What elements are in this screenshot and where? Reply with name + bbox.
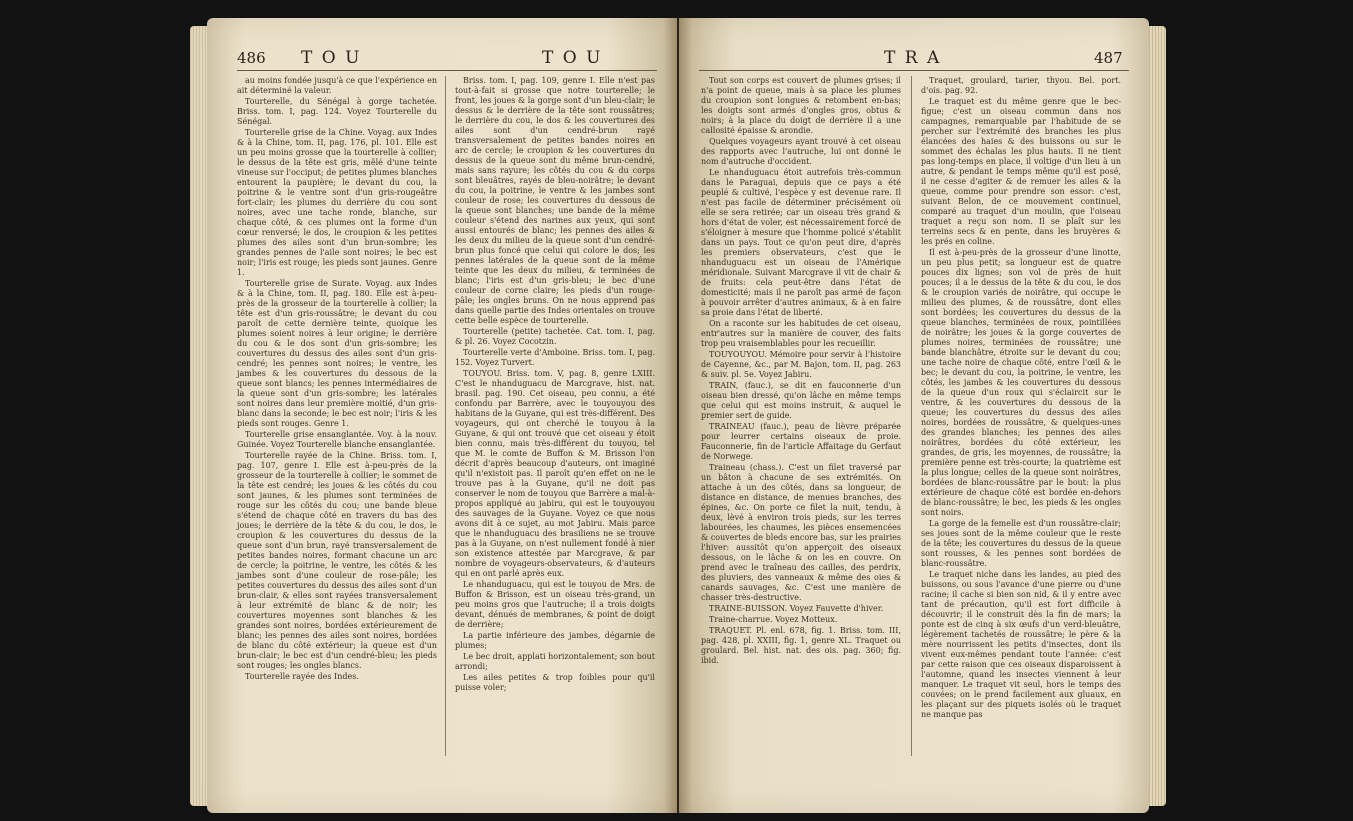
paragraph: TRAIN, (fauc.), se dit en fauconnerie d'un oiseau bien dressé, qu'on lâche en même temps que celui qui est moins instruit, & auquel le premier sert de guide.: [701, 381, 901, 420]
right-column-1: [701, 76, 901, 667]
paragraph: Le traquet niche dans les landes, au pied des buissons, ou sous l'avance d'une pierre ou d'une racine; il cache si bien son nid, & il y entre avec tant de précaution, qu'il est fort difficile à découvrir; il le construit dès la fin de mars; la ponte est de cinq à six œufs d'un verd-bleuâtre, légèrement tachetés de roussâtre; le père & la mère nourrissent les petits d'insectes, dont ils vivent eux-mêmes pendant toute l'année: c'est par cette raison que ces oiseaux disparoissent à l'automne, quand les insectes viennent à leur manquer. Le traquet vit seul, hors le temps des couvées; on le prend facilement aux gluaux, en les plaçant sur des piquets isolés où le traquet ne manque pas: [921, 570, 1121, 719]
paragraph: Traquet, groulard, tarier, thyou. Bel. port. d'ois. pag. 92.: [921, 76, 1121, 95]
paragraph: Quelques voyageurs ayant trouvé à cet oiseau des rapports avec l'autruche, lui ont donné le nom d'autruche d'occident.: [701, 137, 901, 166]
right-page-number-wrap: [1094, 48, 1123, 68]
paragraph: TRAINEAU (fauc.), peau de lièvre préparée pour leurrer certains oiseaux de proie. Fauconnerie, fin de l'article Affaitage du Gerfaut de Norwege.: [701, 422, 901, 461]
paragraph: Tourterelle verte d'Amboine. Briss. tom. I, pag. 152. Voyez Turvert.: [455, 348, 655, 367]
left-page-number: 486: [237, 49, 266, 67]
paragraph: Tout son corps est couvert de plumes grises; il n'a point de queue, mais à sa place les plumes du croupion sont longues & retombent en-bas; les doigts sont armés d'ongles gros, obtus & noirs; à la place du doigt de derrière il a une callosité épaisse & arondie.: [701, 76, 901, 135]
left-running-head: [237, 48, 361, 68]
paragraph: Tourterelle grise de Surate. Voyag. aux Indes & à la Chine, tom. II, pag. 180. Elle est à-peu-près de la grosseur de la tourterelle à collier; la tête est d'un gris-roussâtre; le devant du cou paroît de cette dernière teinte, quoique les plumes soient noires à leur origine; le derrière du cou & le dos sont d'un gris-sombre; les couvertures du dessus des ailes sont d'un gris-cendré; les pennes sont noires; le ventre, les jambes & les couvertures du dessous de la queue sont blancs; les pennes intermédiaires de la queue sont d'un gris-sombre; les latérales sont noires dans leur première moitié, d'un gris-blanc dans la seconde; le bec est noir; l'iris & les pieds sont rouges. Genre 1.: [237, 279, 437, 428]
right-header-center: T R A: [884, 48, 942, 68]
paragraph: On a raconte sur les habitudes de cet oiseau, entr'autres sur la manière de couver, des faits trop peu vraisemblables pour les recueillir.: [701, 319, 901, 348]
right-page: [679, 18, 1149, 813]
paragraph: TRAINE-BUISSON. Voyez Fauvette d'hiver.: [709, 604, 884, 613]
column-divider: [445, 76, 446, 756]
paragraph: Tourterelle (petite) tachetée. Cat. tom. I, pag. & pl. 26. Voyez Cocotzin.: [455, 327, 655, 346]
left-page: [207, 18, 677, 813]
paragraph: TOUYOUYOU. Mémoire pour servir à l'histoire de Cayenne, &c., par M. Bajon, tom. II, pag. 263 & suiv. pl. 5e. Voyez Jabiru.: [701, 350, 901, 379]
left-column-1: [237, 76, 437, 683]
paragraph: Les ailes petites & trop foibles pour qu'il puisse voler;: [455, 673, 655, 692]
paragraph: Le traquet est du même genre que le bec-figue; c'est un oiseau commun dans nos campagnes, remarquable par l'habitude de se percher sur l'extrémité des branches les plus élancées des haies & des buissons ou sur le sommet des échalas les plus hauts. Il ne tient pas long-temps en place, il voltige d'un lieu à un autre, & pendant le temps même qu'il est posé, il ne cesse d'agiter & de remuer les ailes & la queue, comme pour prendre son essor: c'est, suivant Belon, de ce mouvement continuel, comparé au traquet d'un moulin, que l'oiseau traquet a reçu son nom. Il se plaît sur les terreins secs & en pente, dans les bruyères & les prés en coline.: [921, 97, 1121, 246]
open-book: [2, 8, 1351, 818]
left-column-2: [455, 76, 655, 694]
paragraph: Tourterelle rayée de la Chine. Briss. tom. I, pag. 107, genre I. Elle est à-peu-près de la grosseur de la tourterelle à collier; le sommet de la tête est cendré; les joues & les côtés du cou sont jaunes, & les plumes sont terminées de rouge sur les côtés du cou; une bande bleue s'étend de chaque côté en travers du bas des joues; le derrière de la tête & du cou, le dos, le croupion & les couvertures du dessus de la queue sont d'un brun, rayé transversalement de petites bandes noires, formant chacune un arc de cercle; la poitrine, le ventre, les côtés & les jambes sont d'une couleur de rose-pâle; les petites couvertures du dessus des ailes sont d'un brun-clair, & elles sont rayées transversalement à leur extrémité de blanc & de noir; les couvertures moyennes sont blanches & les grandes sont noires, bordées extérieurement de blanc; les pennes des ailes sont noires, bordées de blanc du côté extérieur; la queue est d'un brun-clair; le bec est d'un cendré-bleu; les pieds sont rouges; les ongles blancs.: [237, 451, 437, 670]
paragraph: Tourterelle rayée des Indes.: [245, 672, 359, 681]
left-header-center: T O U: [542, 48, 603, 68]
right-column-2: [921, 76, 1121, 721]
paragraph: Briss. tom. I, pag. 109, genre I. Elle n'est pas tout-à-fait si grosse que notre tourterelle; le front, les joues & la gorge sont d'un bleu-clair; le dessus & le derrière de la tête sont roussâtres; le derrière du cou, le dos & les couvertures des ailes sont d'un cendré-brun rayé transversalement de petites bandes noires en arc de cercle; le croupion & les couvertures du dessus de la queue sont du même brun-cendré, mais sans rayure; les côtés du cou & du corps sont bleuâtres, rayés de bleu-noirâtre; le devant du cou, la poitrine, le ventre & les jambes sont couleur de rose; les couvertures du dessous de la queue sont blanches; une bande de la même couleur s'étend des narines aux yeux, qui sont aussi entourés de blanc; les pennes des ailes & les deux du milieu de la queue sont d'un cendré-brun plus foncé que celui qui colore le dos; les pennes latérales de la queue sont de la même teinte que les deux du milieu, & terminées de blanc; l'iris est d'un gris-bleu; le bec d'une couleur de corne claire; les pieds d'un rouge-pâle; les ongles bruns. On ne nous apprend pas dans quelle partie des Indes orientales on trouve cette belle espèce de tourterelle.: [455, 76, 655, 325]
paragraph: TOUYOU. Briss. tom. V, pag. 8, genre LXIII. C'est le nhanduguacu de Marcgrave, hist. nat. brasil. pag. 190. Cet oiseau, peu connu, a été confondu par Barrère, avec le touyouyou des habitans de la Guyane, qui est très-différent. Des voyageurs, qui ont cherché le touyou à la Guyane, & qui ont trouvé que cet oiseau y étoit bien connu, mais très-différent du touyou, tel que M. le comte de Buffon & M. Brisson l'on décrit d'après beaucoup d'auteurs, ont imaginé qu'il n'existoit pas. Il paroît qu'en effet on ne le trouve pas à la Guyane, qu'il ne doit pas conserver le nom de touyou que Barrère a mal-à-propos appliqué au jabiru, qui est le touyouyou des sauvages de la Guyane. Voyez ce que nous avons dit à ce sujet, au mot Jabiru. Mais parce que le nhanduguacu des brasiliens ne se trouve pas à la Guyane, on n'est nullement fondé à nier son existence attestée par Marcgrave, & par nombre de voyageurs-observateurs, & d'auteurs qui en ont parlé après eux.: [455, 369, 655, 578]
paragraph: Le nhanduguacu, qui est le touyou de Mrs. de Buffon & Brisson, est un oiseau très-grand, un peu moins gros que l'autruche; il a trois doigts devant, dénués de membranes, & point de doigt de derrière;: [455, 580, 655, 629]
right-header-rule: [699, 70, 1129, 71]
paragraph: Le bec droit, applati horizontalement; son bout arrondi;: [455, 652, 655, 671]
paragraph: Tourterelle, du Sénégal à gorge tachetée. Briss. tom. I, pag. 124. Voyez Tourterelle du Sénégal.: [237, 97, 437, 126]
paragraph: La gorge de la femelle est d'un roussâtre-clair; ses joues sont de la même couleur que le reste de la tête; les couvertures du dessus de la queue sont rousses, & les pennes sont bordées de blanc-roussâtre.: [921, 519, 1121, 568]
paragraph: TRAQUET. Pl. enl. 678, fig. 1. Briss. tom. III, pag. 428, pl. XXIII, fig. 1, genre XL. Traquet ou groulard. Bel. hist. nat. des ois. pag. 360; fig. ibid.: [701, 626, 901, 665]
paragraph: Le nhanduguacu étoit autrefois très-commun dans le Paraguai, depuis que ce pays a été peuplé & cultivé, l'espèce y est devenue rare. Il n'est pas facile de déterminer précisément où elle se sera retirée; car un oiseau très grand & hors d'état de voler, est nécessairement forcé de s'éloigner à mesure que l'homme policé s'établit dans un pays. Tout ce qu'on peut dire, d'après les premiers observateurs, c'est que le nhanduguacu est un oiseau de l'Amérique méridionale. Suivant Marcgrave il vit de chair & de fruits: cela peut-être dans l'état de domesticité; mais il ne paroît pas armé de façon à pouvoir arrêter d'autres animaux, & à en faire sa proie dans l'état de liberté.: [701, 168, 901, 317]
paragraph: Traine-charrue. Voyez Motteux.: [709, 615, 838, 624]
paragraph: La partie inférieure des jambes, dégarnie de plumes;: [455, 631, 655, 650]
paragraph: Tourterelle grise ensanglantée. Voy. à la nouv. Guinée. Voyez Tourterelle blanche ensanglantée.: [237, 430, 437, 449]
column-divider: [911, 76, 912, 756]
left-header-word: T O U: [301, 48, 362, 68]
paragraph: Tourterelle grise de la Chine. Voyag. aux Indes & à la Chine, tom. II, pag. 176, pl. 101. Elle est un peu moins grosse que la tourterelle à collier; le dessus de la tête est gris, mêlé d'une teinte vineuse sur l'occiput; de petites plumes blanches entourent la paupière; le devant du cou, la poitrine & le ventre sont d'un gris-rougeâtre fort-clair; les plumes du derrière du cou sont noires, avec une tache ronde, blanche, sur chaque côté, & ces plumes ont la forme d'un cœur renversé; le dos, le croupion & les petites plumes des ailes sont d'un brun-sombre; les grandes pennes de l'aile sont noires; le bec est noir; l'iris est rouge; les pieds sont jaunes. Genre 1.: [237, 128, 437, 277]
book-gutter: [664, 18, 692, 813]
right-page-number: 487: [1094, 49, 1123, 67]
paragraph: au moins fondée jusqu'à ce que l'expérience en ait déterminé la valeur.: [237, 76, 437, 95]
left-header-rule: [237, 70, 657, 71]
paragraph: Traineau (chass.). C'est un filet traversé par un bâton à chacune de ses extrémités. On attache à un des côtés, dans sa longueur, de distance en distance, de menues branches, des épines, &c. On porte ce filet la nuit, tendu, à deux, lèvé à environ trois pieds, sur les terres labourées, les chaumes, les pièces ensemencées & couvertes de bleds encore bas, sur les prairies l'hiver: aussitôt qu'on apperçoit des oiseaux dessous, on le lâche & on les en couvre. On prend avec le traîneau des cailles, des perdrix, des pluviers, des vanneaux & même des oies & canards sauvages, &c. C'est une manière de chasser très-destructive.: [701, 463, 901, 602]
paragraph: Il est à-peu-près de la grosseur d'une linotte, un peu plus petit; sa longueur est de quatre pouces dix lignes; son vol de près de huit pouces; il a le dessus de la tête & du cou, le dos & le croupion variés de noirâtre, qui occupe le milieu des plumes, & de roussâtre, dont elles sont bordées; les couvertures du dessus de la queue blanches, terminées de roux, pointillées de noirâtre; les joues & la gorge couvertes de plumes noires, terminées de roussâtre; une bande blanchâtre, étroite sur le devant du cou; une tache noire de chaque côté, entre l'œil & le bec; le devant du cou, la poitrine, le ventre, les côtés, les jambes & les couvertures du dessous de la queue d'un roux qui s'éclaircit sur le ventre, & les couvertures du dessous de la queue; les couvertures du dessus des ailes noires, bordées de roussâtre, & quelques-unes des grandes blanches; les pennes des ailes noirâtres, bordées du côté extérieur, les grandes, de gris, les moyennes, de roussâtre; la première penne est très-courte; la quatrième est la plus longue; celles de la queue sont noirâtres, bordées de blanc-roussâtre par le bout: la plus extérieure de chaque côté est bordée en-dehors de blanc-roussâtre; le bec, les pieds & les ongles sont noirs.: [921, 248, 1121, 517]
